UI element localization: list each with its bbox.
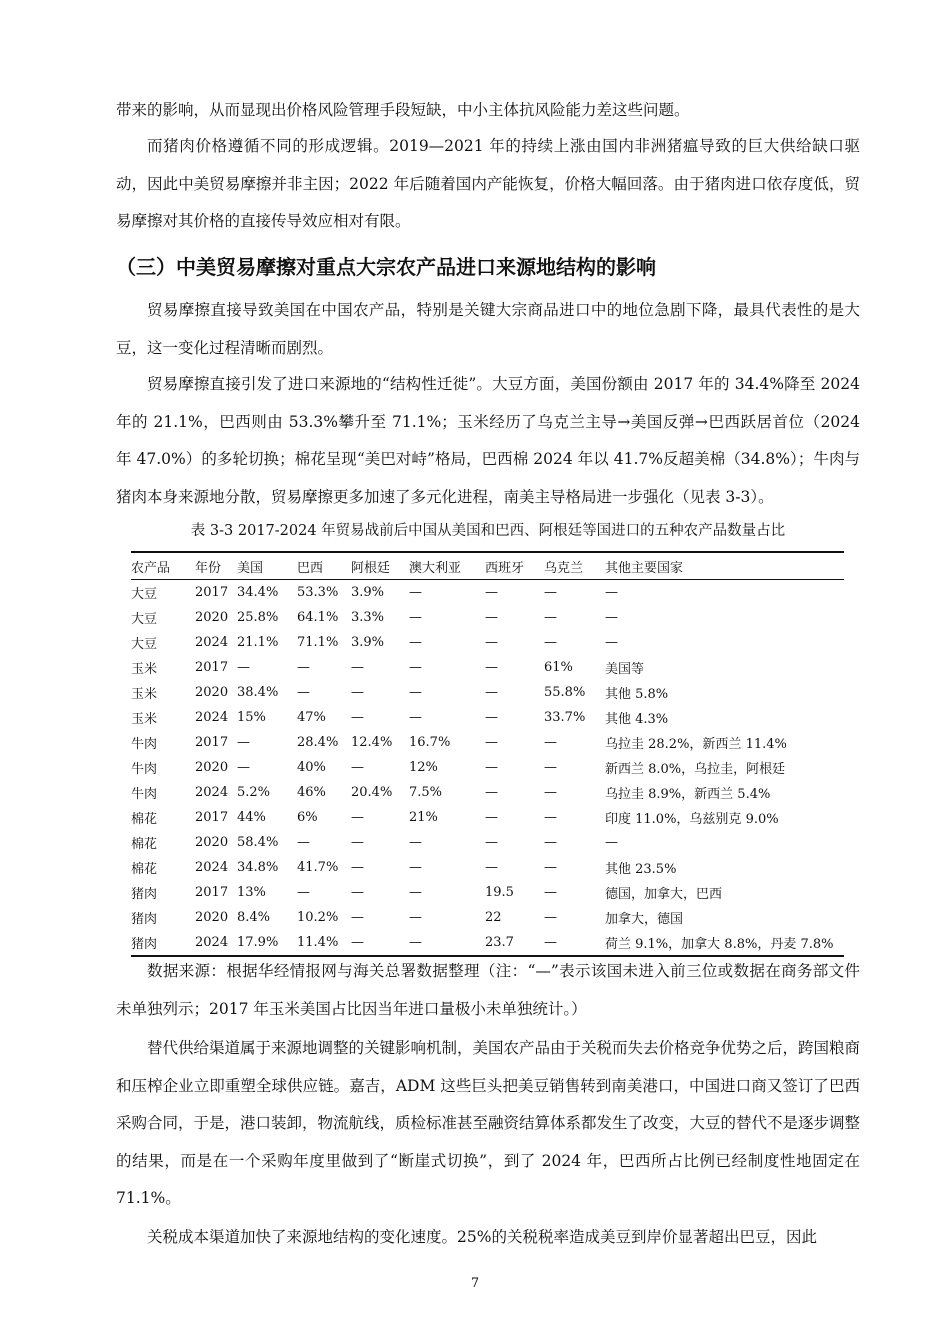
header-cell: 西班牙 (485, 552, 544, 580)
table-cell: 其他 5.8% (605, 687, 669, 702)
table-cell: 33.7% (544, 710, 586, 725)
table-cell: 44% (237, 810, 266, 825)
body-text: 贸易摩擦直接引发了进口来源地的“结构性迁徙”。大豆方面，美国份额由 2017 年的 34.4%降至 2024 年的 21.1%，巴西则由 53.3%攀升至 71.1%；玉米经历了乌克兰主导→美国反弹→巴西跃居首位（2024 年 47.0%）的多轮切换；棉花呈现“美巴对峙”格局，巴西棉 2024 年以 41.7%反超美棉（34.8%）；牛肉与猪肉本身来源地分散，贸易摩擦更多加速了多元化进程，南美主导格局进一步强化（见表 3-3）。 (116, 375, 860, 506)
table-header-row (131, 552, 844, 580)
table-cell: 19.5 (485, 885, 514, 900)
paragraph-continuation (116, 92, 860, 130)
import-share-table (131, 551, 844, 957)
table-cell: — (544, 785, 557, 800)
table-cell: 20.4% (351, 785, 393, 800)
table-cell: — (544, 760, 557, 775)
table-cell: — (409, 635, 422, 650)
table-cell: 大豆 (131, 637, 158, 652)
table-cell: 55.8% (544, 685, 586, 700)
table-cell: 64.1% (297, 610, 339, 625)
table-cell: 乌拉圭 28.2%，新西兰 11.4% (605, 737, 787, 752)
table-cell: 玉米 (131, 712, 158, 727)
table-cell: 47% (297, 710, 326, 725)
table-cell: — (351, 760, 364, 775)
table-cell: — (605, 585, 618, 600)
table-cell: — (605, 610, 618, 625)
table-cell: — (485, 760, 498, 775)
table-row (131, 605, 844, 630)
table-cell: — (237, 660, 250, 675)
table-cell: 7.5% (409, 785, 443, 800)
table-cell: — (544, 810, 557, 825)
table-row (131, 680, 844, 705)
header-cell: 乌克兰 (544, 552, 605, 580)
table-cell: — (544, 585, 557, 600)
table-row (131, 905, 844, 930)
table-cell: 2017 (195, 885, 229, 900)
table-cell: 40% (297, 760, 326, 775)
table-cell: — (485, 610, 498, 625)
table-cell: 53.3% (297, 585, 339, 600)
table-cell: — (351, 660, 364, 675)
table-cell: 其他 4.3% (605, 712, 669, 727)
header-cell: 其他主要国家 (605, 552, 844, 580)
table-cell: 棉花 (131, 812, 158, 827)
paragraph-source-shift (116, 366, 860, 516)
table-cell: — (351, 835, 364, 850)
table-cell: — (409, 685, 422, 700)
table-cell: 2024 (195, 860, 229, 875)
table-cell: 11.4% (297, 930, 351, 956)
table-cell: 猪肉 (131, 887, 158, 902)
table-cell: 8.4% (237, 910, 271, 925)
body-text: 关税成本渠道加快了来源地结构的变化速度。25%的关税税率造成美豆到岸价显著超出巴豆，因此 (147, 1228, 817, 1246)
table-row (131, 655, 844, 680)
table-cell: — (544, 835, 557, 850)
table-cell: 2024 (195, 785, 229, 800)
table-cell: — (409, 585, 422, 600)
table-cell: 大豆 (131, 612, 158, 627)
table-cell: — (485, 685, 498, 700)
table-cell: 2020 (195, 835, 229, 850)
table-cell: 3.3% (351, 610, 385, 625)
header-cell: 美国 (237, 552, 297, 580)
header-cell: 巴西 (297, 552, 351, 580)
table-cell: 34.8% (237, 860, 279, 875)
table-cell: — (485, 660, 498, 675)
source-note-block (116, 953, 860, 1028)
table-cell: — (297, 885, 310, 900)
table-cell: 5.2% (237, 785, 271, 800)
header-cell: 年份 (195, 552, 237, 580)
table-cell: — (351, 685, 364, 700)
table-cell: 猪肉 (131, 930, 195, 956)
table-cell: 2017 (195, 660, 229, 675)
table-cell: 荷兰 9.1%，加拿大 8.8%，丹麦 7.8% (605, 930, 844, 956)
table-cell: — (351, 860, 364, 875)
table-cell: 23.7 (485, 930, 544, 956)
body-text: 带来的影响，从而显现出价格风险管理手段短缺，中小主体抗风险能力差这些问题。 (116, 101, 690, 119)
table-cell: — (351, 885, 364, 900)
table-cell: 2020 (195, 610, 229, 625)
table-cell: — (485, 810, 498, 825)
table-cell: — (544, 910, 557, 925)
table-cell: — (409, 930, 485, 956)
table-cell: — (409, 885, 422, 900)
table-cell: 46% (297, 785, 326, 800)
table-cell: 10.2% (297, 910, 339, 925)
paragraph-soybean-intro (116, 292, 860, 367)
table-cell: 玉米 (131, 687, 158, 702)
table-cell: — (605, 635, 618, 650)
table-cell: 21% (409, 810, 438, 825)
table-cell: — (237, 735, 250, 750)
table-cell: 德国，加拿大，巴西 (605, 887, 723, 902)
table-cell: — (485, 635, 498, 650)
body-text: 贸易摩擦直接导致美国在中国农产品，特别是关键大宗商品进口中的地位急剧下降，最具代表性的是大豆，这一变化过程清晰而剧烈。 (116, 301, 860, 357)
section-heading: （三）中美贸易摩擦对重点大宗农产品进口来源地结构的影响 (116, 255, 656, 279)
table-cell: 3.9% (351, 635, 385, 650)
table-cell: 6% (297, 810, 318, 825)
table-cell: — (544, 635, 557, 650)
table-cell: — (544, 860, 557, 875)
table-cell: 棉花 (131, 837, 158, 852)
table-cell: 21.1% (237, 635, 279, 650)
table-cell: 2020 (195, 910, 229, 925)
table-cell: 美国等 (605, 662, 645, 677)
table-cell: 加拿大，德国 (605, 912, 684, 927)
table-cell: — (544, 930, 605, 956)
table-cell: 大豆 (131, 587, 158, 602)
table-cell: — (351, 930, 409, 956)
table-cell: 28.4% (297, 735, 339, 750)
table-row (131, 705, 844, 730)
table-cell: 2017 (195, 810, 229, 825)
table-row (131, 755, 844, 780)
page-number: 7 (470, 1276, 480, 1291)
header-cell: 澳大利亚 (409, 552, 485, 580)
table-cell: 2024 (195, 635, 229, 650)
table-cell: — (485, 835, 498, 850)
table-cell: — (297, 660, 310, 675)
header-cell: 阿根廷 (351, 552, 409, 580)
table-cell: 13% (237, 885, 266, 900)
table-cell: — (351, 810, 364, 825)
table-cell: 棉花 (131, 862, 158, 877)
table-cell: — (409, 710, 422, 725)
table-row (131, 730, 844, 755)
table-cell: — (409, 610, 422, 625)
table-row (131, 580, 844, 606)
table-cell: — (237, 760, 250, 775)
table-cell: 34.4% (237, 585, 279, 600)
table-cell: 2020 (195, 685, 229, 700)
table-cell: 2020 (195, 760, 229, 775)
table-cell: 其他 23.5% (605, 862, 677, 877)
table-cell: 16.7% (409, 735, 451, 750)
table-cell: 牛肉 (131, 787, 158, 802)
table-cell: — (605, 835, 618, 850)
table-cell: 2024 (195, 930, 237, 956)
table-caption: 表 3-3 2017-2024 年贸易战前后中国从美国和巴西、阿根廷等国进口的五种农产品数量占比 (190, 523, 786, 539)
table-cell: 2024 (195, 710, 229, 725)
table-cell: 22 (485, 910, 502, 925)
table-cell: 17.9% (237, 930, 297, 956)
table-cell: 新西兰 8.0%，乌拉圭，阿根廷 (605, 762, 786, 777)
table-cell: 41.7% (297, 860, 339, 875)
table-cell: — (544, 610, 557, 625)
table-row (131, 880, 844, 905)
table-cell: — (409, 660, 422, 675)
paragraph-substitution (116, 1030, 860, 1218)
table-cell: — (485, 735, 498, 750)
table-cell: — (485, 785, 498, 800)
header-cell: 农产品 (131, 552, 195, 580)
table-cell: 61% (544, 660, 573, 675)
table-cell: — (297, 685, 310, 700)
table-cell: 12% (409, 760, 438, 775)
paragraph-pork-price (116, 128, 860, 241)
table-cell: — (351, 710, 364, 725)
table-caption-block (116, 520, 860, 542)
table-cell: — (485, 860, 498, 875)
table-cell: 15% (237, 710, 266, 725)
data-table-wrapper (131, 551, 844, 957)
table-cell: 猪肉 (131, 912, 158, 927)
body-text: 替代供给渠道属于来源地调整的关键影响机制，美国农产品由于关税而失去价格竞争优势之后，跨国粮商和压榨企业立即重塑全球供应链。嘉吉，ADM 这些巨头把美豆销售转到南美港口，中国进口商又签订了巴西采购合同，于是，港口装卸，物流航线，质检标准甚至融资结算体系都发生了改变，大豆的替代不是逐步调整的结果，而是在一个采购年度里做到了“断崖式切换”，到了 2024 年，巴西所占比例已经制度性地固定在 71.1%。 (116, 1039, 861, 1207)
table-cell: — (351, 910, 364, 925)
body-text: 而猪肉价格遵循不同的形成逻辑。2019—2021 年的持续上涨由国内非洲猪瘟导致的巨大供给缺口驱动，因此中美贸易摩擦并非主因；2022 年后随着国内产能恢复，价格大幅回落。由于猪肉进口依存度低，贸易摩擦对其价格的直接传导效应相对有限。 (116, 137, 860, 230)
table-cell: — (485, 585, 498, 600)
paragraph-tariff (116, 1219, 860, 1257)
table-cell: 印度 11.0%，乌兹别克 9.0% (605, 812, 779, 827)
table-row (131, 855, 844, 880)
table-cell: 牛肉 (131, 762, 158, 777)
table-row (131, 630, 844, 655)
table-cell: 58.4% (237, 835, 279, 850)
table-cell: — (544, 885, 557, 900)
table-cell: 71.1% (297, 635, 339, 650)
table-row (131, 780, 844, 805)
table-cell: 2017 (195, 585, 229, 600)
table-cell: — (409, 835, 422, 850)
table-cell: 玉米 (131, 662, 158, 677)
source-note: 数据来源：根据华经情报网与海关总署数据整理（注：“—”表示该国未进入前三位或数据在商务部文件未单独列示；2017 年玉米美国占比因当年进口量极小未单独统计。） (116, 962, 860, 1018)
table-row (131, 830, 844, 855)
table-cell: 2017 (195, 735, 229, 750)
section-heading-block (116, 252, 860, 282)
table-cell: 12.4% (351, 735, 393, 750)
table-cell: — (297, 835, 310, 850)
table-cell: — (409, 910, 422, 925)
table-cell: — (544, 735, 557, 750)
table-cell: — (409, 860, 422, 875)
table-cell: — (485, 710, 498, 725)
table-cell: 3.9% (351, 585, 385, 600)
table-row (131, 805, 844, 830)
table-cell: 38.4% (237, 685, 279, 700)
table-cell: 乌拉圭 8.9%，新西兰 5.4% (605, 787, 771, 802)
table-cell: 25.8% (237, 610, 279, 625)
table-cell: 牛肉 (131, 737, 158, 752)
